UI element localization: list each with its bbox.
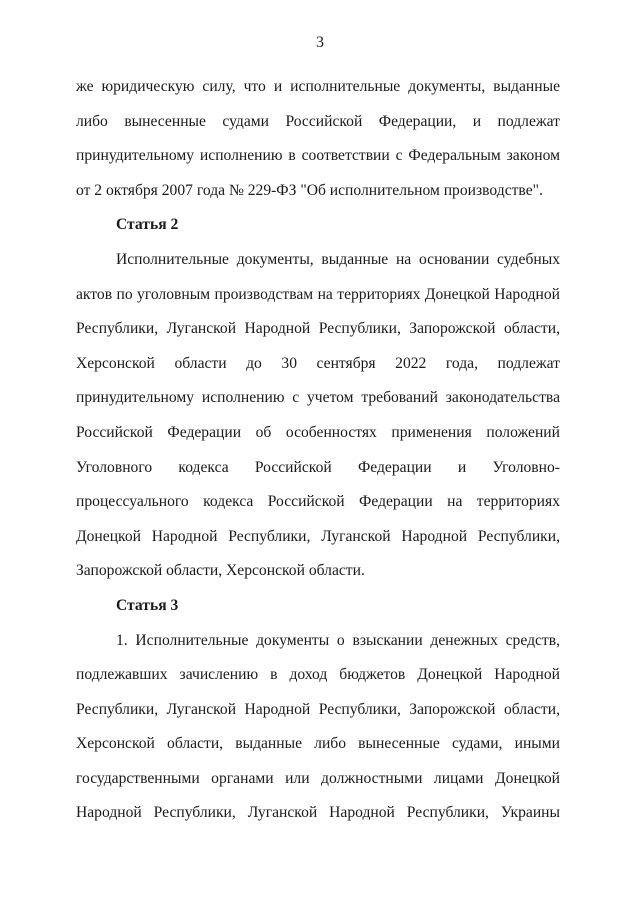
article-2-paragraph: Исполнительные документы, выданные на основании судебных актов по уголовным производствам на территориях Донецкой Народной Республики, Луганской Народной Республики, Запорожской области, Херсонской области до 30 сентября 2022 года, подлежат принудительному исполнению с учетом требований законодательства Российской Федерации об особенностях применения положений Уголовного кодекса Российской Федерации и Уголовно-процессуального кодекса Российской Федерации на территориях Донецкой Народной Республики, Луганской Народной Республики, Запорожской области, Херсонской области. bbox=[76, 250, 560, 580]
document-body bbox=[76, 70, 560, 831]
article-2-heading: Статья 2 bbox=[116, 216, 179, 234]
page-number: 3 bbox=[316, 34, 324, 51]
article-3-paragraph: 1. Исполнительные документы о взыскании денежных средств, подлежавших зачислению в доход бюджетов Донецкой Народной Республики, Луганской Народной Республики, Запорожской области, Херсонской области, выданные либо вынесенные судами, иными государственными органами или должностными лицами Донецкой Народной Республики, Луганской Народной Республики, Украины bbox=[76, 631, 560, 822]
article-3-heading: Статья 3 bbox=[116, 596, 179, 614]
intro-paragraph: же юридическую силу, что и исполнительные документы, выданные либо вынесенные судами Российской Федерации, и подлежат принудительному исполнению в соответствии с Федеральным законом от 2 октября 2007 года № 229-ФЗ "Об исполнительном производстве". bbox=[76, 78, 560, 199]
